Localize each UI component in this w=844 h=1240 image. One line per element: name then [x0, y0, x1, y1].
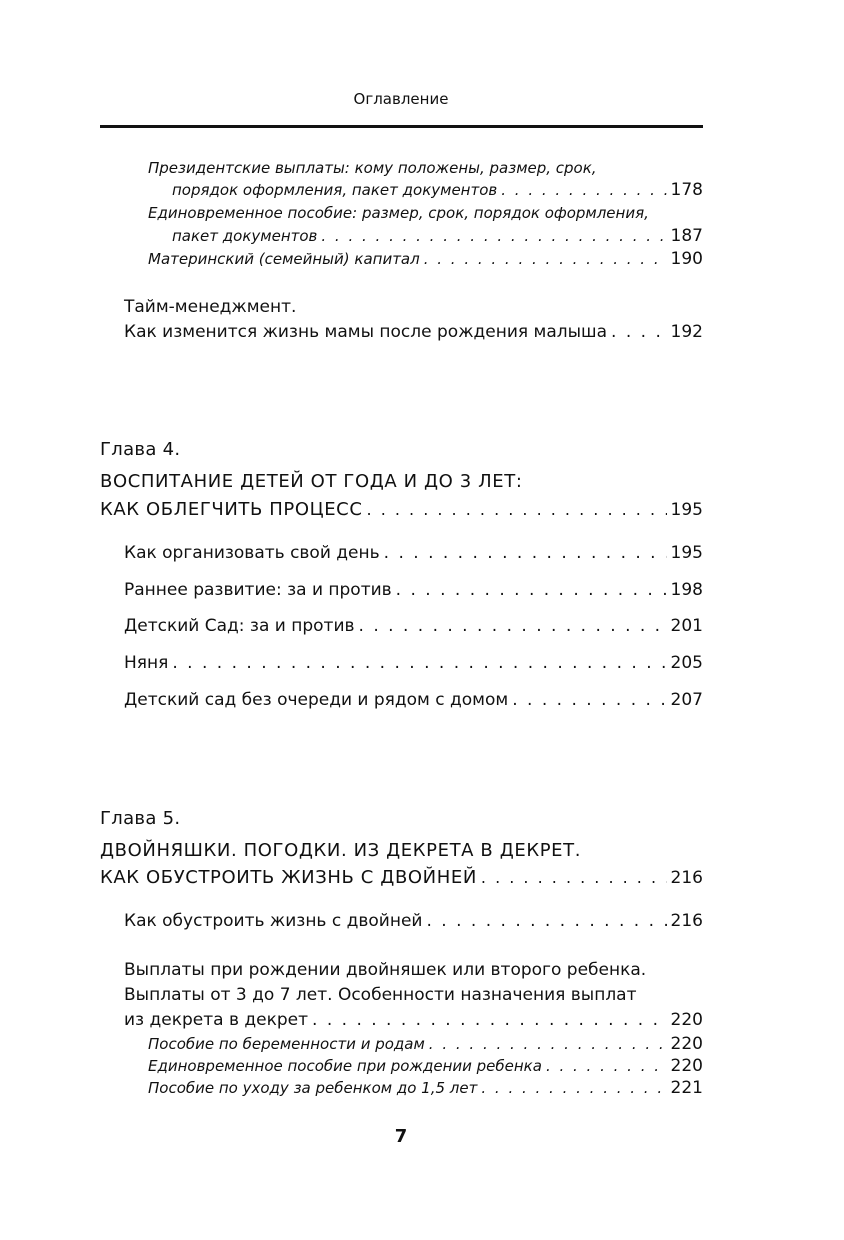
leader-dots: [481, 1079, 666, 1097]
toc-section-title: Раннее развитие: за и против: [124, 580, 392, 600]
toc-section-title: из декрета в декрет: [124, 1010, 309, 1030]
chapter-title: КАК ОБУСТРОИТЬ ЖИЗНЬ С ДВОЙНЕЙ: [100, 867, 477, 888]
leader-dots: [501, 181, 666, 199]
chapter-label: Глава 5.: [100, 808, 181, 829]
page-number: 201: [670, 616, 703, 636]
toc-section-title: Детский сад без очереди и рядом с домом: [124, 690, 509, 710]
toc-section[interactable]: [0, 616, 703, 636]
leader-dots: [429, 1035, 667, 1053]
toc-section-line: Выплаты при рождении двойняшек или второго ребенка.: [124, 960, 647, 980]
toc-subentry-title: Материнский (семейный) капитал: [148, 250, 420, 268]
toc-chapter[interactable]: [0, 499, 703, 520]
page-number: 195: [670, 543, 703, 563]
page-number: 178: [670, 180, 703, 200]
page-number: 216: [670, 911, 703, 931]
toc-section-title: Как изменится жизнь мамы после рождения малыша: [124, 322, 608, 342]
leader-dots: [321, 227, 666, 245]
toc-subentry-title: Единовременное пособие при рождении ребенка: [148, 1057, 542, 1075]
toc-subentry[interactable]: [0, 226, 703, 246]
leader-dots: [396, 580, 667, 600]
toc-subentry-line: Единовременное пособие: размер, срок, порядок оформления,: [148, 204, 649, 222]
page-number: 192: [670, 322, 703, 342]
leader-dots: [384, 543, 667, 563]
page-number: 220: [670, 1034, 703, 1054]
page-number: 190: [670, 249, 703, 269]
toc-subentry[interactable]: [0, 1078, 703, 1098]
toc-subentry-title: Пособие по беременности и родам: [148, 1035, 425, 1053]
toc-section-title: Детский Сад: за и против: [124, 616, 355, 636]
leader-dots: [424, 250, 667, 268]
chapter-label: Глава 4.: [100, 439, 181, 460]
toc-subentry-title: порядок оформления, пакет документов: [172, 181, 498, 199]
chapter-title-line: ДВОЙНЯШКИ. ПОГОДКИ. ИЗ ДЕКРЕТА В ДЕКРЕТ.: [100, 840, 582, 861]
toc-section[interactable]: [0, 653, 703, 673]
leader-dots: [312, 1010, 667, 1030]
leader-dots: [481, 868, 667, 887]
toc-section-title: Няня: [124, 653, 169, 673]
toc-subentry[interactable]: [0, 1056, 703, 1076]
page-folio: 7: [394, 1126, 408, 1147]
page-number: 220: [670, 1010, 703, 1030]
toc-section-title: Как обустроить жизнь с двойней: [124, 911, 423, 931]
page-number: 207: [670, 690, 703, 710]
running-header-title: Оглавление: [353, 90, 449, 108]
toc-subentry[interactable]: [0, 180, 703, 200]
toc-section[interactable]: [0, 911, 703, 931]
leader-dots: [359, 616, 667, 636]
toc-subentry-title: Пособие по уходу за ребенком до 1,5 лет: [148, 1079, 478, 1097]
leader-dots: [611, 322, 667, 342]
page-number: 220: [670, 1056, 703, 1076]
page-number: 216: [670, 868, 703, 888]
running-header: [0, 90, 802, 108]
page-number: 198: [670, 580, 703, 600]
leader-dots: [172, 653, 666, 673]
toc-chapter[interactable]: [0, 867, 703, 888]
toc-subentry[interactable]: [0, 249, 703, 269]
page-number: 187: [670, 226, 703, 246]
toc-section[interactable]: [0, 543, 703, 563]
toc-section[interactable]: [0, 690, 703, 710]
toc-section-line: Выплаты от 3 до 7 лет. Особенности назначения выплат: [124, 985, 637, 1005]
page-number: 195: [670, 500, 703, 520]
leader-dots: [512, 690, 666, 710]
toc-section-line: Тайм-менеджмент.: [124, 297, 297, 317]
chapter-title-line: ВОСПИТАНИЕ ДЕТЕЙ ОТ ГОДА И ДО 3 ЛЕТ:: [100, 471, 523, 492]
toc-section[interactable]: [0, 1010, 703, 1030]
toc-subentry-line: Президентские выплаты: кому положены, размер, срок,: [148, 159, 597, 177]
page-number: 221: [670, 1078, 703, 1098]
toc-section[interactable]: [0, 580, 703, 600]
header-rule: [100, 125, 703, 128]
chapter-title: КАК ОБЛЕГЧИТЬ ПРОЦЕСС: [100, 499, 363, 520]
leader-dots: [426, 911, 666, 931]
toc-section[interactable]: [0, 322, 703, 342]
toc-section-title: Как организовать свой день: [124, 543, 380, 563]
leader-dots: [367, 500, 667, 519]
toc-subentry[interactable]: [0, 1034, 703, 1054]
page-number: 205: [670, 653, 703, 673]
toc-subentry-title: пакет документов: [172, 227, 318, 245]
leader-dots: [546, 1057, 667, 1075]
